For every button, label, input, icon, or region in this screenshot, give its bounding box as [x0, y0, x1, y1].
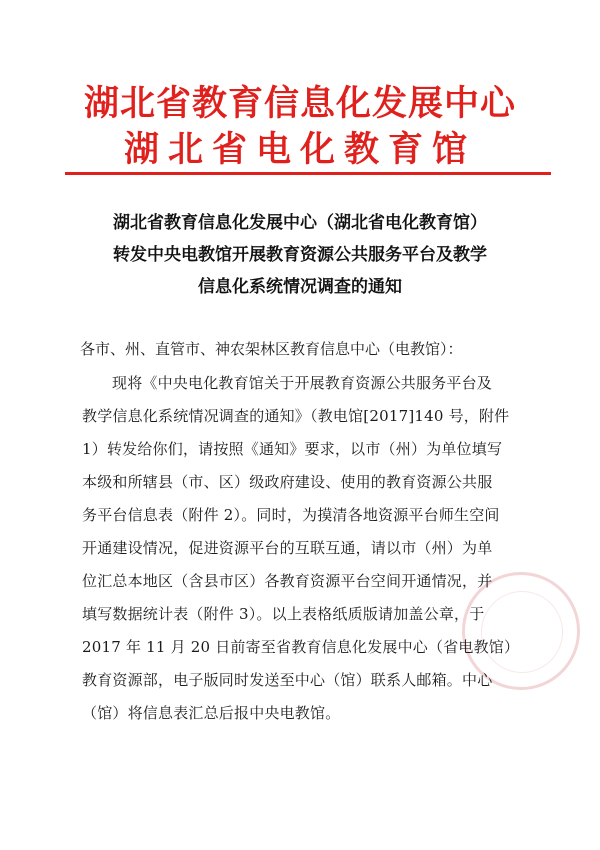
body-paragraph-line: 1）转发给你们，请按照《通知》要求，以市（州）为单位填写 [82, 440, 503, 458]
body-paragraph-line: 2017 年 11 月 20 日前寄至省教育信息化发展中心（省电教馆） [82, 638, 520, 656]
notice-title-line2: 转发中央电教馆开展教育资源公共服务平台及教学 [113, 245, 487, 265]
org-name-line1: 湖北省教育信息化发展中心 [83, 84, 516, 124]
body-paragraph-line: 务平台信息表（附件 2）。同时，为摸清各地资源平台师生空间 [82, 506, 500, 524]
body-paragraph-line: 填写数据统计表（附件 3）。以上表格纸质版请加盖公章，于 [82, 605, 485, 623]
body-paragraph-line: 现将《中央电化教育馆关于开展教育资源公共服务平台及 [112, 374, 493, 392]
notice-title-line3: 信息化系统情况调查的通知 [198, 277, 402, 297]
body-paragraph-line: 本级和所辖县（市、区）级政府建设、使用的教育资源公共服 [82, 473, 493, 491]
body-paragraph-line: 教学信息化系统情况调查的通知》（教电馆[2017]140 号，附件 [82, 407, 510, 425]
salutation: 各市、州、直管市、神农架林区教育信息中心（电教馆）： [80, 340, 463, 358]
body-paragraph-line: 教育资源部，电子版同时发送至中心（馆）联系人邮箱。中心 [82, 671, 493, 689]
body-paragraph-line: （馆）将信息表汇总后报中央电教馆。 [82, 704, 341, 722]
header-red-rule [65, 172, 551, 175]
official-seal-inner-ring [481, 591, 563, 673]
body-paragraph-line: 开通建设情况，促进资源平台的互联互通，请以市（州）为单 [82, 539, 493, 557]
notice-title-line1: 湖北省教育信息化发展中心（湖北省电化教育馆） [113, 213, 487, 233]
org-name-line2: 湖北省电化教育馆 [123, 130, 476, 170]
body-paragraph-line: 位汇总本地区（含县市区）各教育资源平台空间开通情况，并 [82, 572, 493, 590]
